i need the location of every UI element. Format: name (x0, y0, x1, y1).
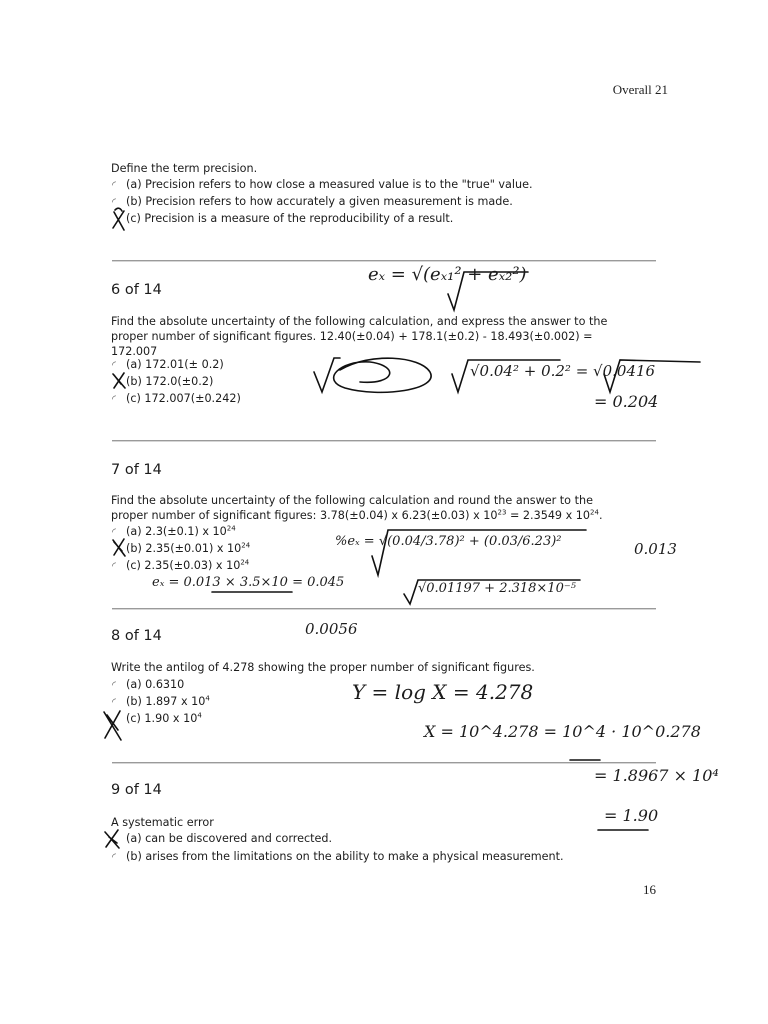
q5-option-a[interactable]: ◜ (a) Precision refers to how close a measured value is to the "true" value. (112, 178, 533, 191)
q6-option-b[interactable]: (b) 172.0(±0.2) (126, 375, 214, 388)
answer-mark-icon (104, 711, 121, 740)
handwritten-q7-work2: √0.01197 + 2.318×10⁻⁵ (418, 581, 576, 596)
radio-icon[interactable]: ◜ (112, 394, 116, 405)
q9-option-a[interactable]: (a) can be discovered and corrected. (126, 832, 333, 845)
q8-prompt: Write the antilog of 4.278 showing the proper number of significant figures. (111, 661, 535, 674)
radio-icon[interactable]: ◜ (112, 561, 116, 572)
answer-mark-icon (113, 373, 125, 388)
q6-option-a[interactable]: ◜ (a) 172.01(± 0.2) (112, 358, 224, 371)
q7-option-c[interactable]: ◜ (c) 2.35(±0.03) x $10^{24}$ (112, 558, 250, 572)
handwritten-q8-work2: X = 10^4.278 = 10^4 · 10^0.278 (424, 722, 701, 741)
q5-prompt: Define the term precision. (111, 162, 258, 175)
q6-option-c[interactable]: ◜ (c) 172.007(±0.242) (112, 392, 241, 405)
q8-option-c[interactable]: (c) 1.90 x $10^4$ (126, 711, 202, 725)
handwritten-q6-result: = 0.204 (594, 392, 659, 411)
overall-score: Overall 21 (612, 82, 668, 97)
q7-label: 7 of 14 (111, 462, 162, 478)
handwritten-q6-work: √0.04² + 0.2² = √0.0416 (470, 362, 656, 380)
q8-option-b[interactable]: ◜ (b) 1.897 x $10^4$ (112, 694, 210, 708)
radio-icon[interactable]: ◜ (112, 180, 116, 191)
q9-option-b[interactable]: ◜ (b) arises from the limitations on the ability to make a physical measurement. (112, 850, 564, 863)
q8-label: 8 of 14 (111, 628, 162, 644)
q9-prompt: A systematic error (111, 816, 214, 829)
radio-icon[interactable]: ◜ (112, 697, 116, 708)
answer-mark-icon (113, 208, 124, 230)
q7-option-a[interactable]: ◜ (a) 2.3(±0.1) x $10^{24}$ (112, 524, 236, 538)
handwritten-q8-work3: = 1.8967 × 10⁴ (594, 766, 719, 785)
handwritten-formula: eₓ = √(eₓ₁² + eₓ₂²) (368, 264, 527, 285)
q6-prompt: Find the absolute uncertainty of the following calculation, and express the answer to the proper number of significant figures. 12.40(±0.04) + 178.1(±0.2) - 18.493(±0.002) = 172.007 (111, 315, 608, 358)
answer-mark-icon (113, 539, 125, 556)
handwritten-q7-work3: eₓ = 0.013 × 3.5×10 = 0.045 (152, 575, 345, 590)
radio-icon[interactable]: ◜ (112, 197, 116, 208)
q7-option-b[interactable]: (b) 2.35(±0.01) x $10^{24}$ (126, 541, 251, 555)
radio-icon[interactable]: ◜ (112, 360, 116, 371)
q6-label: 6 of 14 (111, 282, 162, 298)
handwritten-q8-work4: = 1.90 (604, 806, 659, 825)
radio-icon[interactable]: ◜ (112, 852, 116, 863)
handwritten-q7-work1: %eₓ = √(0.04/3.78)² + (0.03/6.23)² (335, 534, 562, 549)
q7-prompt: Find the absolute uncertainty of the following calculation and round the answer to the proper number of significant figures: 3.78(±0.04) x 6.23(±0.03) x $10^{23} = 2.3549$ x $10^{24}$. (111, 494, 603, 522)
radio-icon[interactable]: ◜ (112, 527, 116, 538)
handwritten-q8-work1: Y = log X = 4.278 (352, 680, 534, 704)
q8-option-a[interactable]: ◜ (a) 0.6310 (112, 678, 185, 691)
radio-icon[interactable]: ◜ (112, 680, 116, 691)
q5-option-b[interactable]: ◜ (b) Precision refers to how accurately a given measurement is made. (112, 195, 513, 208)
handwritten-q7-work4: 0.0056 (305, 620, 358, 638)
answer-mark-icon (105, 830, 119, 848)
handwritten-q7-value: 0.013 (634, 540, 677, 558)
page-number: 16 (643, 882, 656, 897)
q5-option-c[interactable]: (c) Precision is a measure of the reproducibility of a result. (126, 212, 454, 225)
q9-label: 9 of 14 (111, 782, 162, 798)
